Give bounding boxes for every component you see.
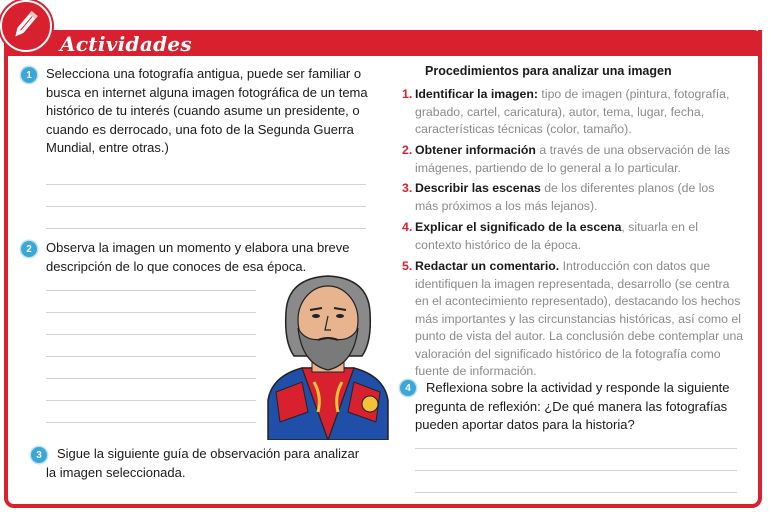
step-text: a través de una observación de las imágenes, partiendo de lo general a lo particular. xyxy=(415,143,731,175)
procedure-step-1 xyxy=(402,86,738,139)
step-text: de los diferentes planos (de los más próximos a los más lejanos). xyxy=(415,181,715,213)
procedure-step-4 xyxy=(402,219,738,254)
answer-line[interactable] xyxy=(46,290,256,291)
activity-logo xyxy=(0,0,52,52)
answer-line[interactable] xyxy=(46,206,366,207)
answer-line[interactable] xyxy=(415,470,737,471)
step-text: tipo de imagen (pintura, fotografía, grabado, cartel, caricatura), autor, tema, lugar, fecha, características técnicas (color, tamaño). xyxy=(415,87,730,136)
step-heading: Redactar un comentario. xyxy=(415,259,560,273)
activity-4-text: Reflexiona sobre la actividad y responde la siguiente pregunta de reflexión: ¿De qué manera las fotografías pueden aportar datos para la historia? xyxy=(415,380,730,432)
answer-line[interactable] xyxy=(415,448,737,449)
step-text: Introducción con datos que identifiquen la imagen representada, desarrollo (se centra en el acontecimiento representado), destacando los hechos más importantes y las circunstancias históricas, así como el punto de vista del autor. La conclusión debe contemplar una valoración del significado histórico de la fotografía como fuente de información. xyxy=(415,259,744,378)
step-heading: Describir las escenas xyxy=(415,181,541,195)
section-title: Actividades xyxy=(60,32,192,56)
answer-line[interactable] xyxy=(415,492,737,493)
step-number: 5. xyxy=(402,259,413,273)
activity-2-badge: 2 xyxy=(21,241,37,257)
activity-1-badge: 1 xyxy=(21,67,37,83)
step-heading: Explicar el significado de la escena xyxy=(415,220,622,234)
activity-3-text: Sigue la siguiente guía de observación para analizar la imagen seleccionada. xyxy=(46,446,360,480)
activity-4-badge: 4 xyxy=(400,380,416,396)
step-text: , situarla en el contexto histórico de la época. xyxy=(415,220,698,252)
answer-line[interactable] xyxy=(46,422,256,423)
step-number: 2. xyxy=(402,143,413,157)
procedure-step-5 xyxy=(402,258,744,381)
answer-line[interactable] xyxy=(46,184,366,185)
procedure-step-2 xyxy=(402,142,738,177)
step-heading: Identificar la imagen: xyxy=(415,87,538,101)
step-number: 4. xyxy=(402,220,413,234)
answer-line[interactable] xyxy=(46,356,256,357)
activity-3-badge: 3 xyxy=(31,447,47,463)
step-heading: Obtener información xyxy=(415,143,536,157)
step-number: 1. xyxy=(402,87,413,101)
answer-line[interactable] xyxy=(46,228,366,229)
answer-line[interactable] xyxy=(46,334,256,335)
answer-line[interactable] xyxy=(46,312,256,313)
historical-portrait-illustration xyxy=(262,272,394,440)
procedure-step-3 xyxy=(402,180,738,215)
activity-1-text: Selecciona una fotografía antigua, puede ser familiar o busca en internet alguna imagen fotográfica de un tema histórico de tu interés (cuando asume un presidente, o cuando es derrocado, una foto de la Segunda Guerra Mundial, entre otras.) xyxy=(46,66,368,155)
answer-line[interactable] xyxy=(46,400,256,401)
pencil-icon xyxy=(10,9,40,41)
answer-line[interactable] xyxy=(46,378,256,379)
procedures-title: Procedimientos para analizar una imagen xyxy=(425,64,672,78)
step-number: 3. xyxy=(402,181,413,195)
activity-2-text: Observa la imagen un momento y elabora una breve descripción de lo que conoces de esa época. xyxy=(46,240,350,274)
